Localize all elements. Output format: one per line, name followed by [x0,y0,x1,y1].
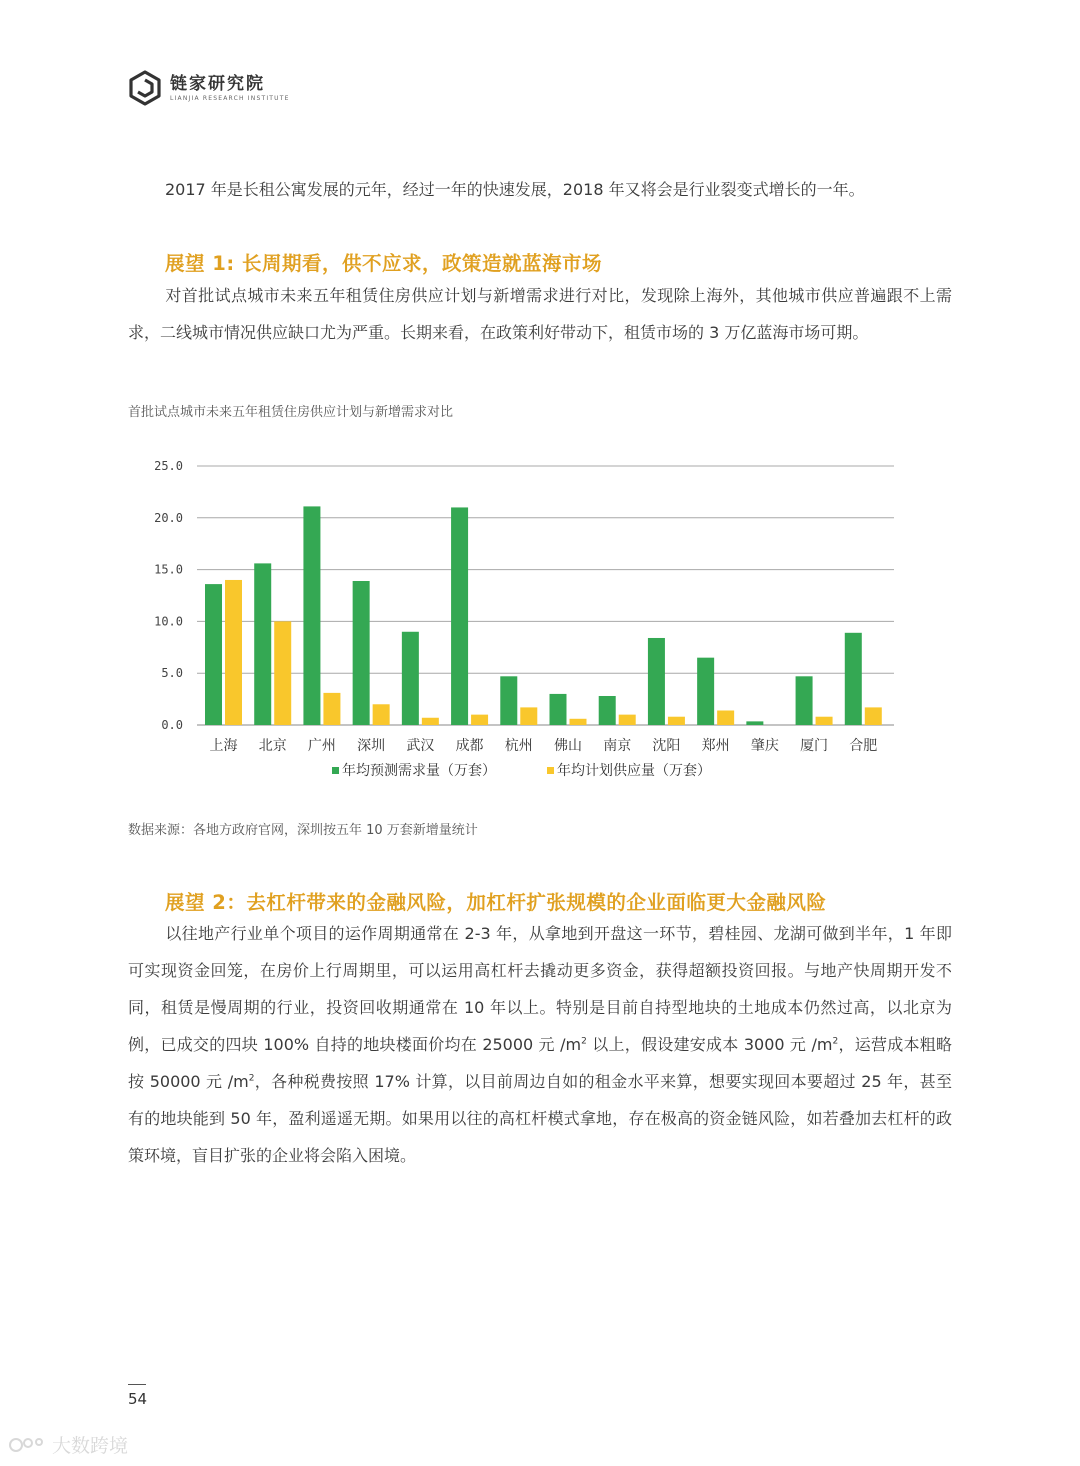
x-tick-label: 沈阳 [652,738,681,754]
brand-name: 链家研究院 [170,73,265,94]
x-tick-label: 武汉 [406,738,435,754]
x-tick-label: 合肥 [849,738,878,754]
bar-demand [500,676,517,725]
chart-caption: 首批试点城市未来五年租赁住房供应计划与新增需求对比 [128,405,454,420]
legend-swatch [332,767,339,774]
bar-demand [353,581,370,725]
section2-body [128,915,952,1174]
bar-supply [225,580,242,725]
bar-demand [845,633,862,725]
y-tick-label: 10.0 [154,614,183,629]
y-tick-label: 15.0 [154,562,183,577]
section2-body-4: ，各种税费按照 17% 计算，以目前周边自如的租金水平来算，想要实现回本要超过 25 年，甚至有的地块能到 50 年，盈利遥遥无期。如果用以往的高杠杆模式拿地，存在极高的资金链风险，如若叠加去杠杆的政策环境，盲目扩张的企业将会陷入困境。 [128,1072,952,1165]
bar-supply [865,707,882,725]
bar-demand [648,638,665,725]
bar-supply [816,717,833,725]
superscript-2: 2 [248,1073,255,1084]
superscript-2: 2 [581,1036,587,1047]
section2-body-3: ，运营成本粗略按 50000 元 /m [128,1035,952,1091]
x-tick-label: 北京 [258,738,287,754]
x-tick-label: 肇庆 [750,738,779,754]
section1-heading: 展望 1: 长周期看，供不应求，政策造就蓝海市场 [165,252,602,275]
x-tick-label: 杭州 [504,738,533,754]
bar-demand [303,506,320,725]
header [128,70,290,106]
bar-demand [796,676,813,725]
x-tick-label: 深圳 [357,738,386,754]
watermark [8,1431,128,1458]
section2-body-2: 以上，假设建安成本 3000 元 /m [586,1035,833,1054]
brand [170,75,290,102]
bar-demand [697,658,714,725]
x-tick-label: 上海 [209,738,238,754]
lianjia-logo-icon [128,70,162,106]
section2-body-1: 以往地产行业单个项目的运作周期通常在 2-3 年，从拿地到开盘这一环节，碧桂园、龙湖可做到半年，1 年即可实现资金回笼，在房价上行周期里，可以运用高杠杆去撬动更多资金，获得超额投资回报。与地产快周期开发不同，租赁是慢周期的行业，投资回收期通常在 10 年以上。特别是目前自持型地块的土地成本仍然过高，以北京为例，已成交的四块 100% 自持的地块楼面价均在 25000 元 /m [128,924,952,1054]
bar-demand [451,507,468,725]
bar-chart [120,450,920,795]
bar-demand [599,696,616,725]
x-tick-label: 厦门 [800,738,829,754]
x-tick-label: 成都 [455,738,484,754]
bar-supply [668,717,685,725]
x-tick-label: 广州 [307,738,336,754]
superscript-2: 2 [832,1036,839,1047]
intro-paragraph: 2017 年是长租公寓发展的元年，经过一年的快速发展，2018 年又将会是行业裂变式增长的一年。 [165,180,865,199]
x-tick-label: 郑州 [701,738,730,754]
x-tick-label: 佛山 [554,738,582,754]
watermark-text: 大数跨境 [52,1435,129,1457]
brand-subtitle: LIANJIA RESEARCH INSTITUTE [170,94,290,102]
legend-label: 年均预测需求量（万套） [342,763,496,779]
bar-supply [274,621,291,725]
footer-divider [128,1384,146,1385]
bar-demand [746,721,763,725]
bar-demand [550,694,567,725]
bar-supply [323,693,340,725]
x-tick-label: 南京 [603,738,632,754]
page-number: 54 [128,1390,148,1408]
chart-source: 数据来源：各地方政府官网，深圳按五年 10 万套新增量统计 [128,823,478,838]
section1-body-text: 对首批试点城市未来五年租赁住房供应计划与新增需求进行对比，发现除上海外，其他城市供应普遍跟不上需求，二线城市情况供应缺口尤为严重。长期来看，在政策利好带动下，租赁市场的 3 万亿蓝海市场可期。 [128,286,952,342]
bar-supply [717,710,734,725]
bar-demand [205,584,222,725]
y-tick-label: 5.0 [161,666,183,681]
legend-swatch [547,767,554,774]
bar-supply [373,704,390,725]
bar-supply [520,707,537,725]
y-tick-label: 0.0 [161,718,183,732]
watermark-logo-icon [8,1435,48,1455]
bar-supply [570,719,587,725]
bar-demand [402,632,419,725]
y-tick-label: 20.0 [154,510,183,525]
bar-supply [471,715,488,725]
y-tick-label: 25.0 [154,459,183,473]
section2-heading: 展望 2：去杠杆带来的金融风险，加杠杆扩张规模的企业面临更大金融风险 [165,891,827,914]
section1-body [128,277,952,351]
bar-supply [422,718,439,725]
bar-demand [254,563,271,725]
bar-supply [619,715,636,725]
legend-label: 年均计划供应量（万套） [557,763,711,779]
